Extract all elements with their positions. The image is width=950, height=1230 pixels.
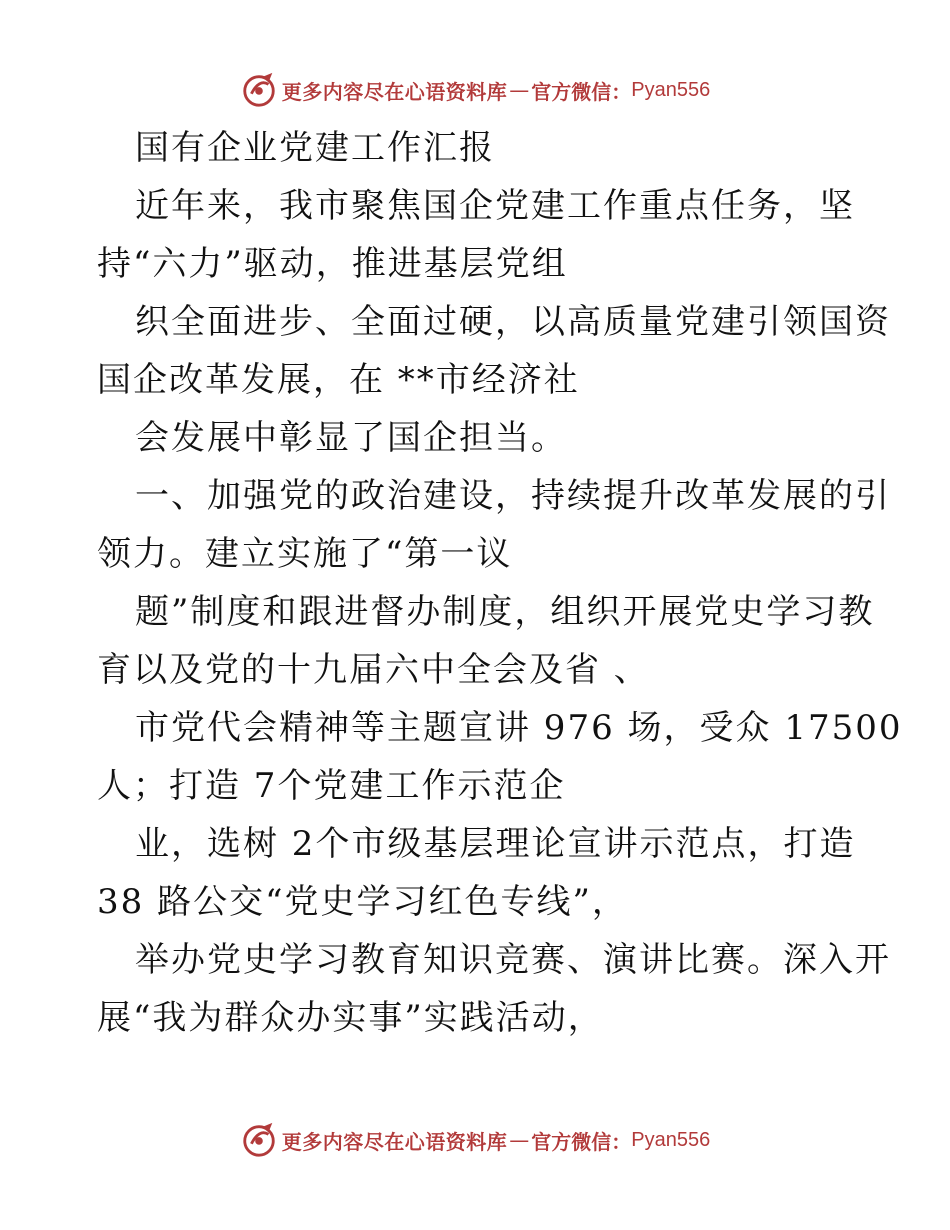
- paragraph-line: 领力。建立实施了“第一议: [97, 534, 513, 574]
- paragraph-line: 业，选树 2个市级基层理论宣讲示范点，打造: [135, 824, 856, 864]
- paragraph-line: 举办党史学习教育知识竞赛、演讲比赛。深入开: [135, 940, 891, 980]
- paragraph-line: 持“六力”驱动，推进基层党组: [97, 244, 568, 284]
- paragraph-line: 近年来，我市聚焦国企党建工作重点任务，坚: [135, 186, 855, 226]
- banner-wechat-id: Pyan556: [631, 78, 711, 101]
- paragraph-line: 市党代会精神等主题宣讲 976 场，受众 17500: [135, 708, 903, 748]
- banner-label: 官方微信：: [531, 1129, 632, 1154]
- paragraph-line: 38 路公交“党史学习红色专线”，: [97, 882, 628, 922]
- banner-separator: —: [509, 1128, 530, 1152]
- paragraph-line: 育以及党的十九届六中全会及省 、: [97, 650, 650, 690]
- footer-watermark-banner: [0, 1118, 950, 1162]
- logo-icon: [240, 71, 278, 109]
- paragraph-line: 展“我为群众办实事”实践活动，: [97, 998, 604, 1038]
- section-heading-line: 一、加强党的政治建设，持续提升改革发展的引: [135, 476, 891, 516]
- paragraph-line: 人；打造 7个党建工作示范企: [97, 766, 566, 806]
- paragraph-line: 织全面进步、全面过硬，以高质量党建引领国资: [135, 302, 891, 342]
- banner-wechat-id: Pyan556: [631, 1128, 711, 1151]
- banner-text: 更多内容尽在心语资料库: [281, 79, 508, 104]
- banner-text: 更多内容尽在心语资料库: [281, 1129, 508, 1154]
- banner-label: 官方微信：: [531, 79, 632, 104]
- header-watermark-banner: [0, 68, 950, 112]
- paragraph-line: 题”制度和跟进督办制度，组织开展党史学习教: [135, 592, 875, 632]
- banner-separator: —: [509, 78, 530, 102]
- paragraph-line: 会发展中彰显了国企担当。: [135, 418, 567, 458]
- document-title: 国有企业党建工作汇报: [135, 128, 495, 168]
- logo-icon: [240, 1121, 278, 1159]
- paragraph-line: 国企改革发展，在 **市经济社: [97, 360, 580, 400]
